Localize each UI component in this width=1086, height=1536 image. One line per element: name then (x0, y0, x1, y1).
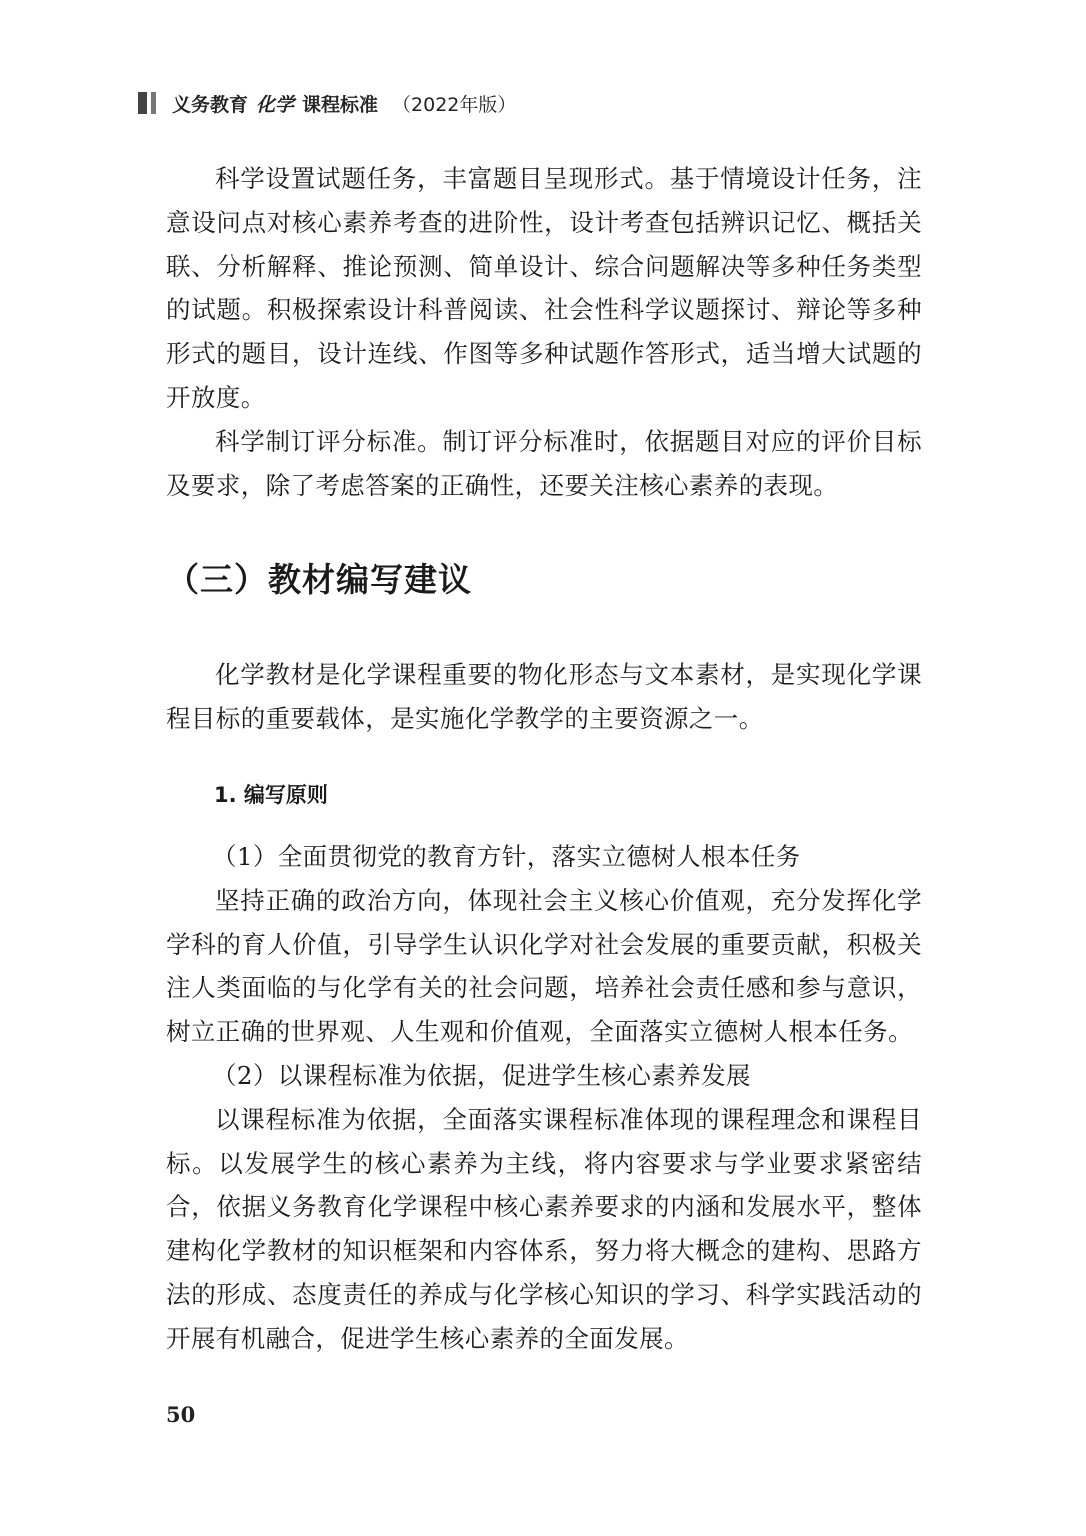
page-number: 50 (166, 1402, 196, 1427)
header-bar (151, 92, 156, 114)
sub-heading: 1. 编写原则 (214, 782, 328, 807)
header-title-subject: 化学 (256, 93, 295, 116)
point-title: （2）以课程标准为依据，促进学生核心素养发展 (212, 1060, 751, 1090)
header-edition: （2022年版） (392, 93, 517, 116)
section-intro-paragraph: 化学教材是化学课程重要的物化形态与文本素材，是实现化学课程目标的重要载体，是实施化学教学的主要资源之一。 (166, 660, 922, 734)
point-body: 坚持正确的政治方向，体现社会主义核心价值观，充分发挥化学学科的育人价值，引导学生认识化学对社会发展的重要贡献，积极关注人类面临的与化学有关的社会问题，培养社会责任感和参与意识，树立正确的世界观、人生观和价值观，全面落实立德树人根本任务。 (166, 885, 922, 1047)
header-bars-decoration (138, 92, 160, 114)
body-paragraph: 科学设置试题任务，丰富题目呈现形式。基于情境设计任务，注意设问点对核心素养考查的进阶性，设计考查包括辨识记忆、概括关联、分析解释、推论预测、简单设计、综合问题解决等多种任务类型的试题。积极探索设计科普阅读、社会性科学议题探讨、辩论等多种形式的题目，设计连线、作图等多种试题作答形式，适当增大试题的开放度。 (166, 164, 922, 412)
page-body (166, 157, 922, 1361)
header-title-part3: 课程标准 (302, 93, 379, 116)
point-title: （1）全面贯彻党的教育方针，落实立德树人根本任务 (212, 841, 801, 871)
body-paragraph: 科学制订评分标准。制订评分标准时，依据题目对应的评价目标及要求，除了考虑答案的正确性，还要关注核心素养的表现。 (166, 426, 922, 500)
header-title (172, 90, 516, 117)
running-header (138, 88, 516, 118)
header-bar (138, 92, 147, 114)
point-body: 以课程标准为依据，全面落实课程标准体现的课程理念和课程目标。以发展学生的核心素养为主线，将内容要求与学业要求紧密结合，依据义务教育化学课程中核心素养要求的内涵和发展水平，整体建构化学教材的知识框架和内容体系，努力将大概念的建构、思路方法的形成、态度责任的养成与化学核心知识的学习、科学实践活动的开展有机融合，促进学生核心素养的全面发展。 (166, 1104, 922, 1353)
header-title-part1: 义务教育 (172, 93, 249, 116)
section-title: （三）教材编写建议 (166, 560, 472, 600)
